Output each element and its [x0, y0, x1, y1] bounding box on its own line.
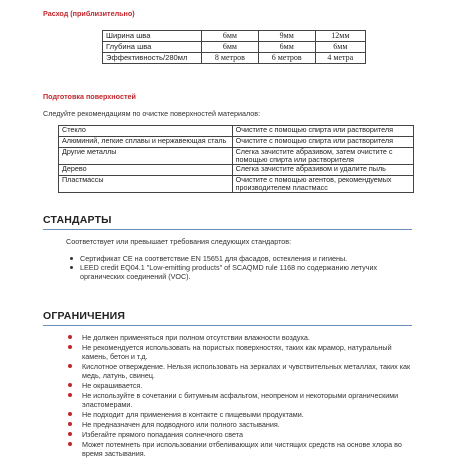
table-cell: 6 метров [258, 53, 315, 64]
table-cell: 6мм [202, 31, 259, 42]
bullet-icon [70, 257, 73, 260]
table-cell: Очистите с помощью спирта или растворителя [232, 126, 413, 137]
list-item [68, 254, 393, 263]
table-row [59, 148, 414, 165]
list-item [68, 263, 393, 281]
surface-prep-title: Подготовка поверхностей [43, 92, 136, 101]
consumption-table [102, 30, 366, 64]
list-item-text: Сертификат CE на соответствие EN 15651 для фасадов, остекления и гигиены. [80, 254, 348, 263]
table-cell: 6мм [202, 42, 259, 53]
bullet-icon [68, 383, 72, 387]
table-row [103, 31, 366, 42]
bullet-icon [68, 422, 72, 426]
list-item [68, 430, 416, 439]
bullet-icon [68, 412, 72, 416]
list-item [68, 362, 416, 380]
standards-divider [43, 229, 412, 230]
bullet-icon [68, 345, 72, 349]
bullet-icon [68, 393, 72, 397]
bullet-icon [68, 335, 72, 339]
list-item-text: LEED credit EQ04.1 "Low-emitting products" of SCAQMD rule 1168 по содержанию летучих органических соединений (VOC). [80, 263, 378, 281]
table-cell: Эффективность/280мл [103, 53, 202, 64]
list-item-text: Не окрашивается. [82, 381, 143, 390]
table-cell: 6мм [315, 42, 365, 53]
table-row [103, 53, 366, 64]
table-cell: Очистите с помощью спирта или растворителя [232, 137, 413, 148]
table-cell: Глубина шва [103, 42, 202, 53]
list-item [68, 440, 416, 458]
list-item-text: Не используйте в сочетании с битумным асфальтом, неопреном и некоторыми органическими эластомерами. [82, 391, 399, 409]
list-item [68, 333, 416, 342]
table-cell: Алюминий, легкие сплавы и нержавеющая сталь [59, 137, 233, 148]
standards-heading: СТАНДАРТЫ [43, 214, 112, 226]
table-row [59, 176, 414, 193]
table-cell: 12мм [315, 31, 365, 42]
limitations-divider [43, 325, 412, 326]
table-cell: Дерево [59, 165, 233, 176]
list-item-text: Не подходит для применения в контакте с пищевыми продуктами. [82, 410, 304, 419]
table-cell: 8 метров [202, 53, 259, 64]
table-row [103, 42, 366, 53]
surface-prep-intro: Следуйте рекомендациям по очистке поверхностей материалов: [43, 109, 261, 118]
table-cell: Стекло [59, 126, 233, 137]
limitations-list [68, 333, 416, 459]
table-cell: Слегка зачистите абразивом и удалите пыль [232, 165, 413, 176]
surface-prep-table [58, 125, 414, 193]
table-cell: 4 метра [315, 53, 365, 64]
list-item [68, 410, 416, 419]
list-item-text: Избегайте прямого попадания солнечного света [82, 430, 243, 439]
list-item-text: Не должен применяться при полном отсутствии влажности воздуха. [82, 333, 310, 342]
bullet-icon [70, 266, 73, 269]
consumption-title: Расход (приблизительно) [43, 9, 135, 18]
list-item [68, 343, 416, 361]
list-item-text: Не предназначен для подводного или полного застывания. [82, 420, 280, 429]
table-cell: 9мм [258, 31, 315, 42]
table-cell: Слегка зачистите абразивом, затем очистите с помощью спирта или растворителя [232, 148, 413, 165]
table-row [59, 165, 414, 176]
table-cell: Ширина шва [103, 31, 202, 42]
table-cell: Другие металлы [59, 148, 233, 165]
list-item [68, 420, 416, 429]
list-item-text: Кислотное отверждение. Нельзя использовать на зеркалах и чувствительных металлах, таких как медь, латунь, свинец. [82, 362, 411, 380]
table-cell: Очистите с помощью агентов, рекомендуемых производителем пластмасс [232, 176, 413, 193]
limitations-heading: ОГРАНИЧЕНИЯ [43, 310, 126, 322]
bullet-icon [68, 442, 72, 446]
standards-list [68, 254, 393, 281]
list-item-text: Не рекомендуется использовать на пористых поверхностях, таких как мрамор, натуральный камень, бетон и т.д. [82, 343, 392, 361]
bullet-icon [68, 432, 72, 436]
table-row [59, 126, 414, 137]
table-cell: 6мм [258, 42, 315, 53]
table-cell: Пластмассы [59, 176, 233, 193]
list-item [68, 381, 416, 390]
list-item-text: Может потемнеть при использовании отбеливающих или чистящих средств на основе хлора во время застывания. [82, 440, 402, 458]
standards-intro: Соответствует или превышает требования следующих стандартов: [66, 237, 292, 246]
list-item [68, 391, 416, 409]
table-row [59, 137, 414, 148]
bullet-icon [68, 364, 72, 368]
